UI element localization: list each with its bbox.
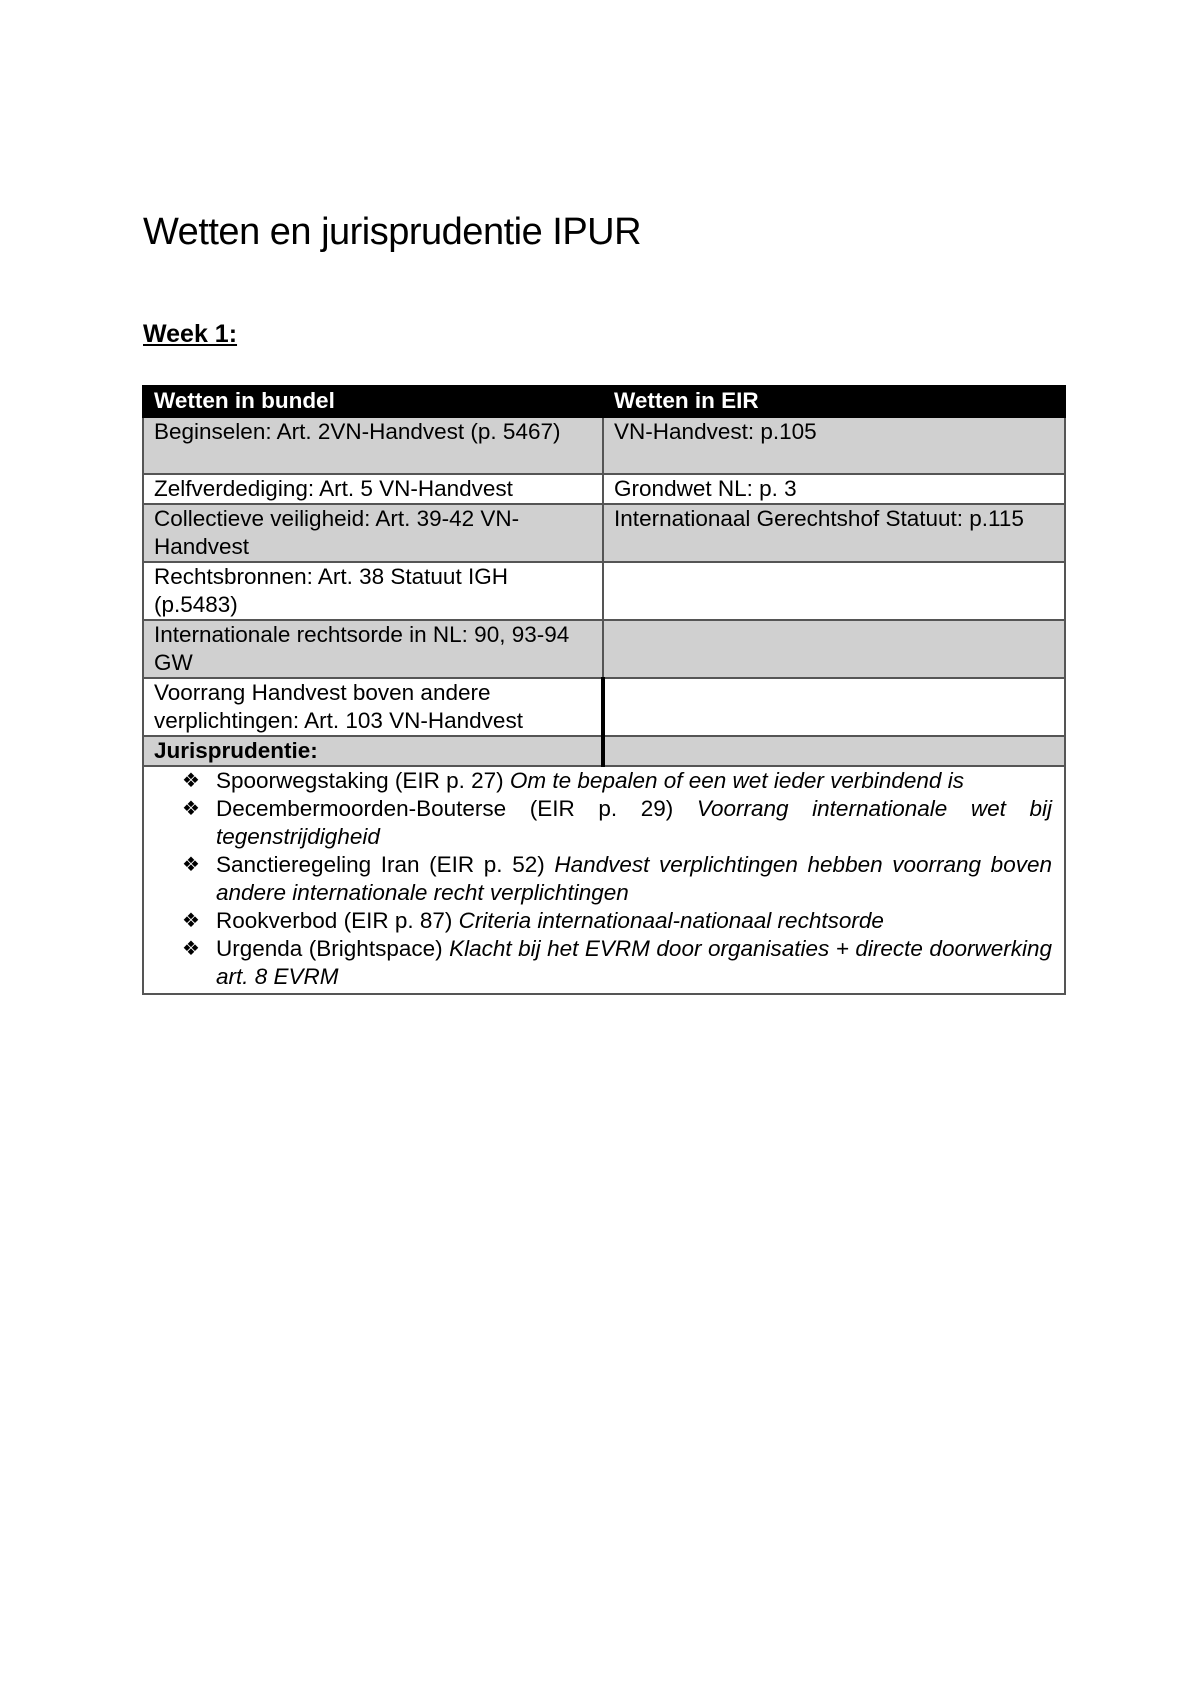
case-description: Voorrang internationale wet bij tegenstrijdigheid xyxy=(216,796,1052,849)
cell-eir: VN-Handvest: p.105 xyxy=(603,417,1065,474)
cell-eir xyxy=(603,678,1065,736)
table-row xyxy=(143,562,1065,620)
case-name: Spoorwegstaking (EIR p. 27) xyxy=(216,768,510,793)
case-name: Sanctieregeling Iran (EIR p. 52) xyxy=(216,852,555,877)
column-header-eir: Wetten in EIR xyxy=(603,386,1065,417)
cell-bundel: Rechtsbronnen: Art. 38 Statuut IGH (p.5483) xyxy=(143,562,603,620)
list-item xyxy=(182,851,1052,907)
diamond-bullet-icon: ❖ xyxy=(182,798,200,820)
cell-eir xyxy=(603,562,1065,620)
week-heading: Week 1: xyxy=(143,320,238,348)
cell-bundel: Zelfverdediging: Art. 5 VN-Handvest xyxy=(143,474,603,504)
list-item xyxy=(182,907,1052,935)
case-description: Klacht bij het EVRM door organisaties + directe doorwerking art. 8 EVRM xyxy=(216,936,1052,989)
table-row xyxy=(143,678,1065,736)
jurisprudentie-header-row xyxy=(143,736,1065,766)
table-row xyxy=(143,504,1065,562)
list-item xyxy=(182,935,1052,991)
column-header-bundel: Wetten in bundel xyxy=(143,386,603,417)
cell-bundel: Internationale rechtsorde in NL: 90, 93-94 GW xyxy=(143,620,603,678)
laws-table xyxy=(142,385,1066,995)
diamond-bullet-icon: ❖ xyxy=(182,910,200,932)
cell-bundel: Collectieve veiligheid: Art. 39-42 VN-Handvest xyxy=(143,504,603,562)
diamond-bullet-icon: ❖ xyxy=(182,938,200,960)
diamond-bullet-icon: ❖ xyxy=(182,770,200,792)
case-description: Handvest verplichtingen hebben voorrang boven andere internationale recht verplichtingen xyxy=(216,852,1052,905)
case-list xyxy=(156,767,1052,991)
list-item xyxy=(182,795,1052,851)
case-name: Rookverbod (EIR p. 87) xyxy=(216,908,459,933)
page-title: Wetten en jurisprudentie IPUR xyxy=(143,211,642,253)
table-row xyxy=(143,474,1065,504)
case-description: Criteria internationaal-nationaal rechtsorde xyxy=(458,908,884,933)
table-header-row xyxy=(143,386,1065,417)
table-row xyxy=(143,620,1065,678)
diamond-bullet-icon: ❖ xyxy=(182,854,200,876)
cell-bundel: Beginselen: Art. 2VN-Handvest (p. 5467) xyxy=(143,417,603,474)
table-row xyxy=(143,417,1065,474)
cell-bundel: Voorrang Handvest boven andere verplichtingen: Art. 103 VN-Handvest xyxy=(143,678,603,736)
cell-eir: Grondwet NL: p. 3 xyxy=(603,474,1065,504)
list-item xyxy=(182,767,1052,795)
cell-eir xyxy=(603,620,1065,678)
jurisprudentie-cases-cell xyxy=(143,766,1065,994)
cell-eir: Internationaal Gerechtshof Statuut: p.115 xyxy=(603,504,1065,562)
jurisprudentie-empty-cell xyxy=(603,736,1065,766)
jurisprudentie-cases-row xyxy=(143,766,1065,994)
case-name: Urgenda (Brightspace) xyxy=(216,936,450,961)
case-name: Decembermoorden-Bouterse (EIR p. 29) xyxy=(216,796,697,821)
jurisprudentie-label: Jurisprudentie: xyxy=(143,736,603,766)
case-description: Om te bepalen of een wet ieder verbindend is xyxy=(509,768,964,793)
